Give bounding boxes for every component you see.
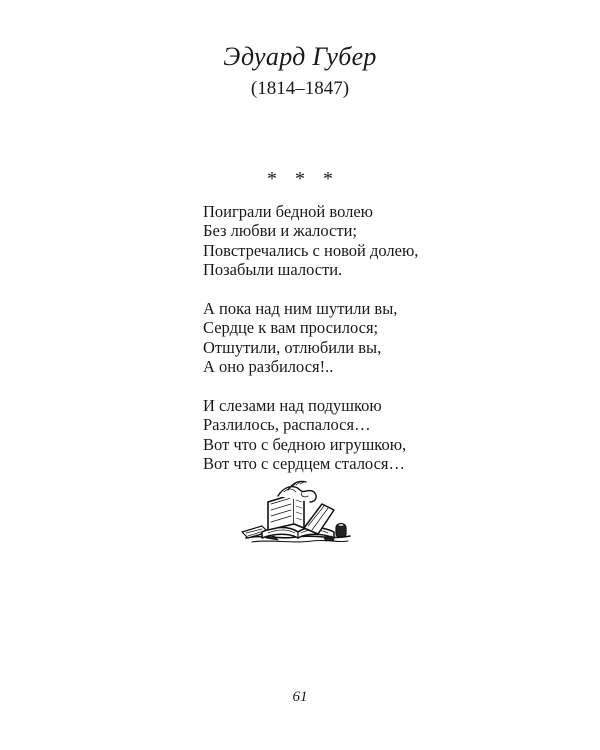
stanza-separator [0, 168, 600, 191]
stanza [203, 202, 503, 280]
poem-line: Без любви и жалости; [203, 221, 358, 241]
page-number: 61 [292, 689, 308, 705]
poem-line: Сердце к вам просилося; [203, 318, 379, 338]
poem-line: Отшутили, отлюбили вы, [203, 337, 382, 357]
poem [203, 202, 503, 493]
separator-asterisk: * [295, 168, 305, 190]
separator-asterisk: * [323, 168, 333, 190]
stanza [203, 299, 503, 377]
author-name: Эдуард Губер [223, 42, 377, 71]
book-still-life-vignette-icon [238, 480, 362, 552]
poem-line: Вот что с сердцем сталося… [203, 454, 405, 474]
poem-line: Вот что с бедною игрушкою, [203, 434, 407, 454]
poem-line: А пока над ним шутили вы, [203, 299, 398, 319]
author-years: (1814–1847) [250, 78, 350, 99]
poem-line: Повстречались с новой долею, [203, 240, 419, 260]
poem-line: А оно разбилося!.. [203, 357, 334, 377]
poem-line: Разлилось, распалося… [203, 415, 371, 435]
poem-line: И слезами над подушкою [203, 396, 382, 416]
poem-line: Поиграли бедной волею [203, 202, 373, 221]
stanza [203, 396, 503, 474]
separator-asterisk: * [267, 168, 277, 190]
poem-line: Позабыли шалости. [203, 260, 343, 280]
